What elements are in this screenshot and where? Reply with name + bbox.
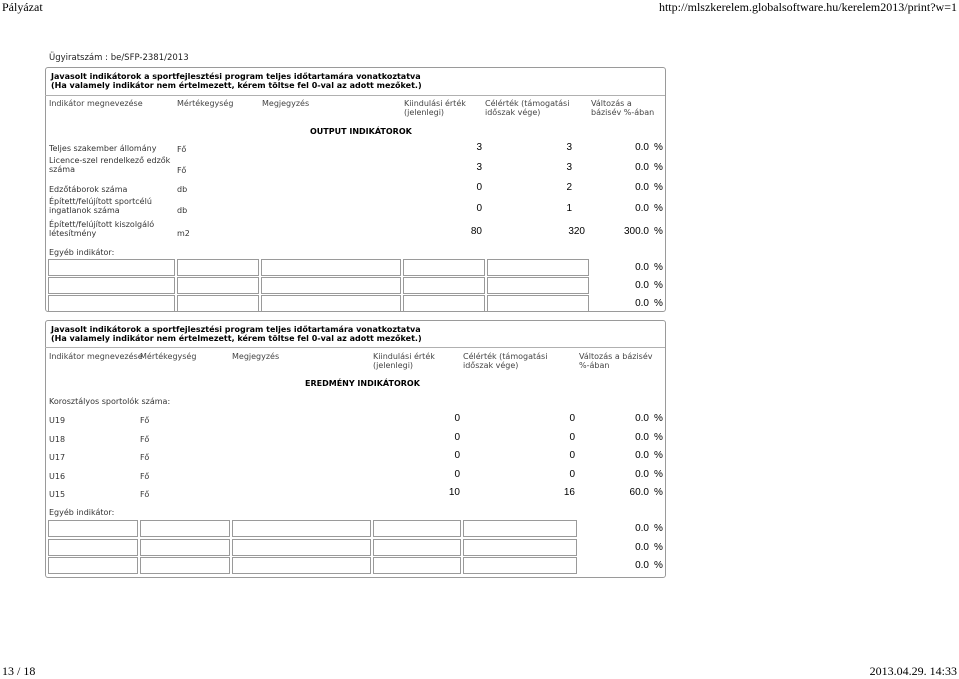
result-other-pct-2: % [654, 542, 663, 553]
output-row-unit-5: m2 [177, 229, 190, 238]
output-other-label: Egyéb indikátor: [49, 248, 115, 257]
output-row-target-4: 1 [566, 203, 572, 214]
result-row-change-3: 0.0 [635, 450, 649, 461]
result-other-start-input-2[interactable] [373, 539, 461, 556]
print-header-url: http://mlszkerelem.globalsoftware.hu/kerelem2013/print?w=1 [658, 0, 957, 14]
case-number: Ügyiratszám : be/SFP-2381/2013 [49, 53, 189, 63]
result-row-change-4: 0.0 [635, 469, 649, 480]
output-row-start-2: 3 [476, 162, 482, 173]
output-title-line1: Javasolt indikátorok a sportfejlesztési program teljes időtartamára vonatkoztatva [51, 72, 421, 81]
result-row-name-1: U19 [49, 416, 66, 425]
output-other-change-3: 0.0 [635, 298, 649, 309]
result-row-unit-5: Fő [140, 490, 150, 499]
result-row-name-5: U15 [49, 490, 66, 499]
output-other-start-input-2[interactable] [403, 277, 485, 294]
output-row-change-4: 0.0 [635, 203, 649, 214]
result-section-title [51, 325, 422, 343]
result-col-change: Változás a bázisév %-ában [579, 352, 653, 370]
output-col-target: Célérték (támogatási időszak vége) [485, 99, 570, 117]
result-other-unit-input-1[interactable] [140, 520, 230, 537]
output-other-note-input-3[interactable] [261, 295, 401, 312]
output-row-unit-1: Fő [177, 145, 187, 154]
result-row-name-2: U18 [49, 435, 66, 444]
output-other-unit-input-3[interactable] [177, 295, 259, 312]
output-row-pct-5: % [654, 226, 663, 237]
result-row-pct-1: % [654, 413, 663, 424]
result-other-note-input-2[interactable] [232, 539, 371, 556]
result-row-pct-4: % [654, 469, 663, 480]
result-col-name: Indikátor megnevezése [49, 352, 143, 361]
result-row-pct-2: % [654, 432, 663, 443]
result-row-unit-3: Fő [140, 453, 150, 462]
result-col-target: Célérték (támogatási időszak vége) [463, 352, 548, 370]
output-col-start: Kiindulási érték (jelenlegi) [404, 99, 466, 117]
output-other-unit-input-1[interactable] [177, 259, 259, 276]
output-row-change-3: 0.0 [635, 182, 649, 193]
output-other-target-input-1[interactable] [487, 259, 589, 276]
output-col-note: Megjegyzés [262, 99, 310, 108]
result-other-unit-input-3[interactable] [140, 557, 230, 574]
result-row-pct-3: % [654, 450, 663, 461]
print-header-title: Pályázat [2, 0, 43, 14]
result-row-start-4: 0 [454, 469, 460, 480]
output-other-pct-1: % [654, 262, 663, 273]
result-other-pct-3: % [654, 560, 663, 571]
result-row-target-5: 16 [563, 487, 575, 498]
output-row-name-2: Licence-szel rendelkező edzők száma [49, 156, 171, 174]
result-other-note-input-3[interactable] [232, 557, 371, 574]
output-row-pct-1: % [654, 142, 663, 153]
result-subheading: EREDMÉNY INDIKÁTOROK [305, 379, 420, 388]
output-col-change: Változás a bázisév %-ában [591, 99, 655, 117]
output-other-pct-3: % [654, 298, 663, 309]
output-other-name-input-1[interactable] [48, 259, 175, 276]
result-row-start-3: 0 [454, 450, 460, 461]
output-row-name-4: Épített/felújított sportcélú ingatlanok száma [49, 197, 152, 215]
result-row-change-1: 0.0 [635, 413, 649, 424]
result-other-target-input-2[interactable] [463, 539, 577, 556]
output-other-pct-2: % [654, 280, 663, 291]
output-row-name-5: Épített/felújított kiszolgáló létesítmény [49, 220, 155, 238]
result-row-change-2: 0.0 [635, 432, 649, 443]
print-footer-datetime: 2013.04.29. 14:33 [869, 664, 957, 678]
result-other-change-1: 0.0 [635, 523, 649, 534]
output-row-unit-4: db [177, 206, 188, 215]
output-subheading: OUTPUT INDIKÁTOROK [310, 127, 412, 136]
result-other-start-input-1[interactable] [373, 520, 461, 537]
result-other-name-input-3[interactable] [48, 557, 138, 574]
output-other-note-input-1[interactable] [261, 259, 401, 276]
result-divider [45, 347, 665, 348]
output-row-target-1: 3 [566, 142, 572, 153]
result-other-target-input-3[interactable] [463, 557, 577, 574]
result-row-pct-5: % [654, 487, 663, 498]
result-col-start: Kiindulási érték (jelenlegi) [373, 352, 435, 370]
output-other-target-input-2[interactable] [487, 277, 589, 294]
result-row-unit-4: Fő [140, 472, 150, 481]
result-other-change-3: 0.0 [635, 560, 649, 571]
output-row-target-2: 3 [566, 162, 572, 173]
output-other-start-input-1[interactable] [403, 259, 485, 276]
output-other-unit-input-2[interactable] [177, 277, 259, 294]
result-col-unit: Mértékegység [140, 352, 197, 361]
output-col-name: Indikátor megnevezése [49, 99, 143, 108]
output-row-pct-4: % [654, 203, 663, 214]
result-other-unit-input-2[interactable] [140, 539, 230, 556]
output-col-unit: Mértékegység [177, 99, 234, 108]
output-row-target-5: 320 [568, 226, 585, 237]
result-row-target-3: 0 [569, 450, 575, 461]
result-other-change-2: 0.0 [635, 542, 649, 553]
output-row-name-3: Edzőtáborok száma [49, 185, 128, 194]
output-row-unit-3: db [177, 185, 188, 194]
output-row-unit-2: Fő [177, 166, 187, 175]
output-row-pct-3: % [654, 182, 663, 193]
result-row-name-4: U16 [49, 472, 66, 481]
output-row-pct-2: % [654, 162, 663, 173]
output-divider [45, 95, 665, 96]
output-row-change-5: 300.0 [623, 226, 649, 237]
result-row-unit-2: Fő [140, 435, 150, 444]
result-group-label: Korosztályos sportolók száma: [49, 397, 171, 406]
result-other-name-input-2[interactable] [48, 539, 138, 556]
result-other-start-input-3[interactable] [373, 557, 461, 574]
result-row-target-2: 0 [569, 432, 575, 443]
output-row-change-1: 0.0 [635, 142, 649, 153]
print-footer-page: 13 / 18 [2, 664, 36, 678]
result-row-change-5: 60.0 [629, 487, 649, 498]
result-other-pct-1: % [654, 523, 663, 534]
output-row-start-3: 0 [476, 182, 482, 193]
output-other-note-input-2[interactable] [261, 277, 401, 294]
result-row-target-1: 0 [569, 413, 575, 424]
output-row-name-1: Teljes szakember állomány [49, 144, 157, 153]
result-row-name-3: U17 [49, 453, 66, 462]
result-title-line1: Javasolt indikátorok a sportfejlesztési program teljes időtartamára vonatkoztatva [51, 325, 421, 334]
output-row-target-3: 2 [566, 182, 572, 193]
output-section-title [51, 72, 422, 90]
output-other-change-2: 0.0 [635, 280, 649, 291]
result-col-note: Megjegyzés [232, 352, 280, 361]
result-other-target-input-1[interactable] [463, 520, 577, 537]
output-other-name-input-3[interactable] [48, 295, 175, 312]
result-other-label: Egyéb indikátor: [49, 508, 115, 517]
output-other-change-1: 0.0 [635, 262, 649, 273]
result-row-start-5: 10 [448, 487, 460, 498]
output-other-name-input-2[interactable] [48, 277, 175, 294]
result-row-unit-1: Fő [140, 416, 150, 425]
output-other-start-input-3[interactable] [403, 295, 485, 312]
output-row-change-2: 0.0 [635, 162, 649, 173]
result-title-line2: (Ha valamely indikátor nem értelmezett, kérem töltse fel 0-val az adott mezőket.) [51, 334, 422, 343]
output-row-start-5: 80 [470, 226, 482, 237]
output-title-line2: (Ha valamely indikátor nem értelmezett, kérem töltse fel 0-val az adott mezőket.) [51, 81, 422, 90]
result-row-start-2: 0 [454, 432, 460, 443]
result-other-note-input-1[interactable] [232, 520, 371, 537]
output-row-start-4: 0 [476, 203, 482, 214]
result-row-start-1: 0 [454, 413, 460, 424]
output-row-start-1: 3 [476, 142, 482, 153]
result-row-target-4: 0 [569, 469, 575, 480]
result-other-name-input-1[interactable] [48, 520, 138, 537]
output-other-target-input-3[interactable] [487, 295, 589, 312]
